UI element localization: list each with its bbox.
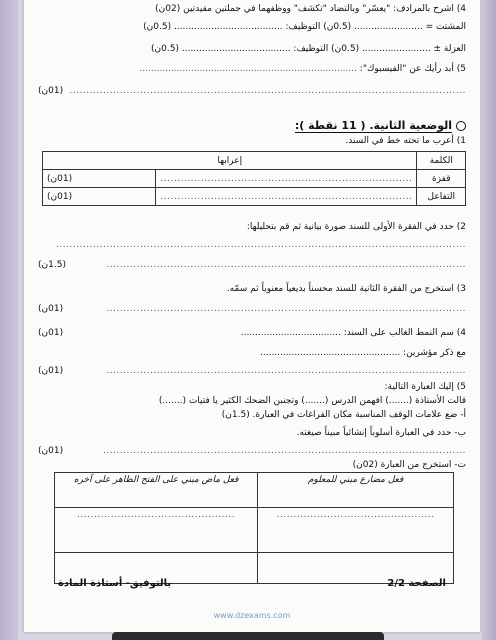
question-2-image [38,222,466,233]
answer-dots: ............................................................................................................ [103,446,466,456]
answer-line-2 [38,44,466,55]
right-background-bar [482,0,496,640]
table-cell-points: (01ن) [43,170,156,188]
question-3-rhetoric [38,284,466,295]
answer-text: العزلة ± ........................ (0.5ن) التوظيف: ...................................... (0.5ن) [151,44,466,54]
points-label: (01ن) [38,86,64,96]
table-cell-answer[interactable]: ............................................... [55,508,258,553]
question-5-sentence [38,382,466,393]
question-4-explain [38,4,466,15]
question-text: 2) حدد في الفقرة الأولى للسند صورة بيانية ثم قم بتحليلها: [246,222,466,232]
answer-line [38,260,466,271]
question-text: مع ذكر مؤشرين: ................................................. [260,348,466,358]
question-text: 3) استخرج من الفقرة الثانية للسند محسناً بديعياً معنوياً ثم سمّه. [226,284,466,294]
question-5a [38,410,466,421]
table-row [43,170,466,188]
question-text: ب- حدد في العبارة أسلوباً إنشائياً مبيناً صيغته. [296,428,466,438]
answer-dots: ...................................................................................................................... [69,86,466,96]
exam-page [24,0,480,632]
question-5-opinion [38,64,466,75]
table-cell-answer[interactable]: ........................................................................... [156,188,417,206]
parsing-table [42,151,466,206]
table-header-parsing: إعرابها [43,152,417,170]
page-number: الصفحة 2/2 [387,578,446,589]
question-text: أ- ضع علامات الوقف المناسبة مكان الفراغات في العبارة. (1.5ن) [221,410,466,420]
table-cell-word: قفزة [417,170,466,188]
question-text: 4) سم النمط الغالب على السند: ................................... [240,328,466,338]
question-4-indicators [38,348,466,359]
table-row [43,188,466,206]
question-text: 5) إليك العبارة التالية: [384,382,466,392]
answer-dots: ........................................................................................................... [106,304,466,314]
table-cell-points: (01ن) [43,188,156,206]
table-header-present-verb: فعل مضارع مبني للمعلوم [258,473,454,508]
source-url: www.dzexams.com [213,611,291,620]
answer-line [38,366,466,377]
question-5b [38,428,466,439]
question-text: 1) أعرب ما تحته خط في السند. [345,136,466,146]
points-label: (01ن) [38,446,64,456]
answer-dots: .......................................................................................................................... [55,240,466,250]
answer-line [38,304,466,315]
answer-line [38,446,466,457]
points-label: (01ن) [38,366,64,376]
quoted-sentence [38,396,466,407]
section-title-text: الوضعية الثانية. ( 11 نقطة ): [294,119,452,132]
verbs-table [54,472,454,584]
closing-note: بالتوفيق- أستاذة المادة [58,578,172,589]
answer-line-1 [38,22,466,33]
table-cell-word: التفاعل [417,188,466,206]
table-cell-answer[interactable]: ............................................... [258,508,454,553]
table-row [55,508,454,553]
answer-line-q5 [38,86,466,97]
question-5c [38,460,466,471]
question-text: 4) اشرح بالمرادف: "يعسّر" وبالتضاد "تكشف" ووظفهما في جملتين مفيدتين (02ن) [155,4,466,14]
table-header-word: الكلمة [417,152,466,170]
question-text: 5) أبد رأيك عن "الفيسبوك": [359,64,466,74]
left-background-bar [0,0,18,640]
points-label: (01ن) [38,304,64,314]
points-label: (01ن) [38,328,64,338]
section-2-title [38,120,466,131]
answer-dots: ........................................................................................................... [106,260,466,270]
table-header-past-verb: فعل ماض مبني على الفتح الظاهر على آخره [55,473,258,508]
answer-dots: ........................................................................................................... [106,366,466,376]
points-label: (1.5ن) [38,260,66,270]
question-text: ت- استخرج من العبارة (02ن) [352,460,466,470]
page-footer [38,578,466,592]
answer-dots: ............................................................................ [139,64,357,74]
answer-text: المشتت = ........................ (0.5ن) التوظيف: ...................................... (0.5ن) [143,22,466,32]
bullet-icon [456,121,466,131]
question-4-pattern [38,328,466,339]
sentence-text: قالت الأستاذة (.......) افهمن الدرس (.......) وتجنبن الضحك الكثير يا فتيات (.......) [158,396,466,406]
table-cell-answer[interactable]: ........................................................................... [156,170,417,188]
question-1-parse [38,136,466,147]
bottom-dock-bar [112,632,384,640]
answer-line [38,240,466,251]
